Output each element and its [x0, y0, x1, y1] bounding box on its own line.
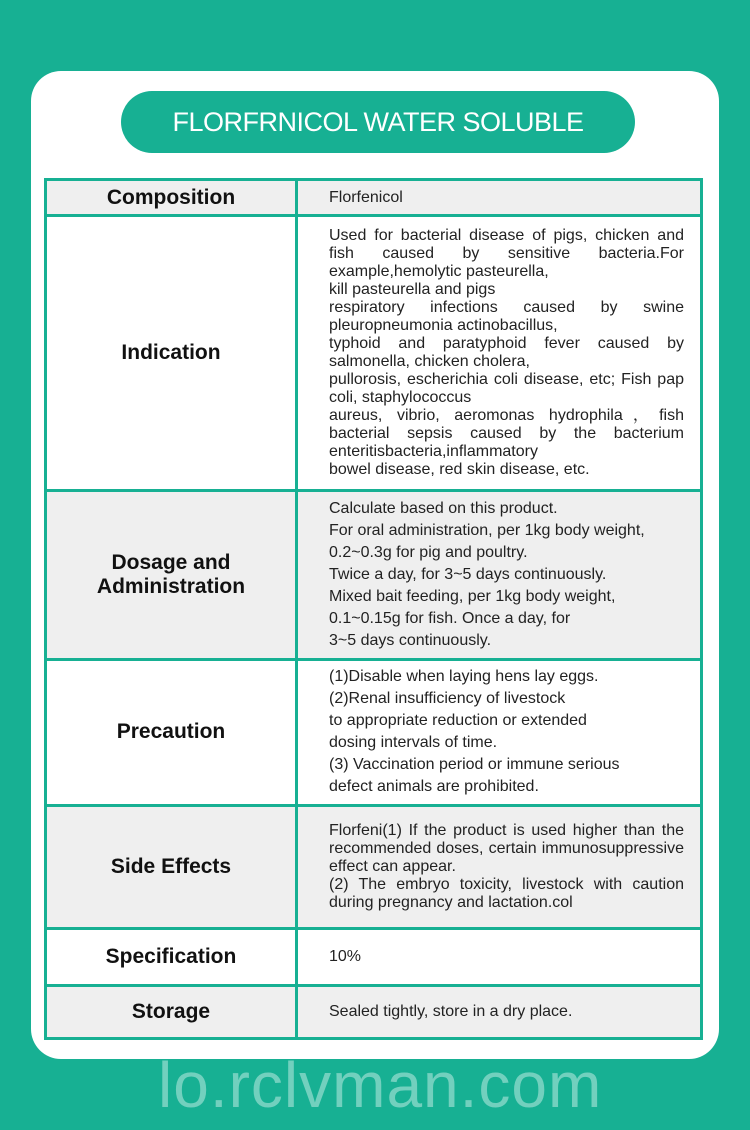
product-title: FLORFRNICOL WATER SOLUBLE [121, 91, 635, 153]
row-value [297, 805, 702, 928]
value-line: typhoid and paratyphoid fever caused by salmonella, chicken cholera, [329, 335, 684, 371]
row-value [297, 216, 702, 491]
spec-table [44, 178, 703, 1040]
value-line: bowel disease, red skin disease, etc. [329, 461, 590, 479]
table-row-indication [46, 216, 702, 491]
row-value: 10% [297, 928, 702, 985]
value-line: (2)Renal insufficiency of livestock [329, 690, 566, 708]
table-row-composition [46, 180, 702, 216]
row-value [297, 659, 702, 805]
value-line: (2) The embryo toxicity, livestock with caution during pregnancy and lactation.col [329, 875, 684, 911]
value-line: kill pasteurella and pigs [329, 281, 496, 299]
value-line: (1)Disable when laying hens lay eggs. [329, 668, 599, 686]
value-line: (3) Vaccination period or immune serious [329, 756, 620, 774]
row-value: Sealed tightly, store in a dry place. [297, 985, 702, 1038]
table-row-dosage [46, 491, 702, 659]
value-line: aureus, vibrio, aeromonas hydrophila，fish bacterial sepsis caused by the bacterium enteritisbacteria,inflammatory [329, 407, 684, 461]
table-row-side-effects [46, 805, 702, 928]
value-line: pullorosis, escherichia coli disease, etc; Fish pap coli, staphylococcus [329, 371, 684, 407]
value-line: Calculate based on this product. [329, 499, 558, 517]
value-line: respiratory infections caused by swine pleuropneumonia actinobacillus, [329, 299, 684, 335]
value-line: Used for bacterial disease of pigs, chicken and fish caused by sensitive bacteria.For example,hemolytic pasteurella, [329, 227, 684, 281]
row-label: Precaution [46, 659, 297, 805]
row-label: Side Effects [46, 805, 297, 928]
value-line: 0.2~0.3g for pig and poultry. [329, 543, 528, 561]
value-line: 0.1~0.15g for fish. Once a day, for [329, 609, 571, 627]
row-label: Dosage and Administration [46, 491, 297, 659]
row-label: Storage [46, 985, 297, 1038]
table-row-precaution [46, 659, 702, 805]
value-line: Twice a day, for 3~5 days continuously. [329, 565, 607, 583]
row-value: Florfenicol [297, 180, 702, 216]
table-row-storage [46, 985, 702, 1038]
value-line: to appropriate reduction or extended [329, 712, 587, 730]
table-row-specification [46, 928, 702, 985]
value-line: Florfeni(1) If the product is used higher than the recommended doses, certain immunosuppressive effect can appear. [329, 821, 684, 875]
watermark-text: lo.rclvman.com [158, 1049, 603, 1121]
value-line: 3~5 days continuously. [329, 631, 492, 649]
value-line: For oral administration, per 1kg body weight, [329, 521, 645, 539]
row-label: Composition [46, 180, 297, 216]
value-line: Mixed bait feeding, per 1kg body weight, [329, 587, 616, 605]
value-line: dosing intervals of time. [329, 734, 498, 752]
row-label: Specification [46, 928, 297, 985]
row-label: Indication [46, 216, 297, 491]
value-line: defect animals are prohibited. [329, 778, 539, 796]
row-value [297, 491, 702, 659]
